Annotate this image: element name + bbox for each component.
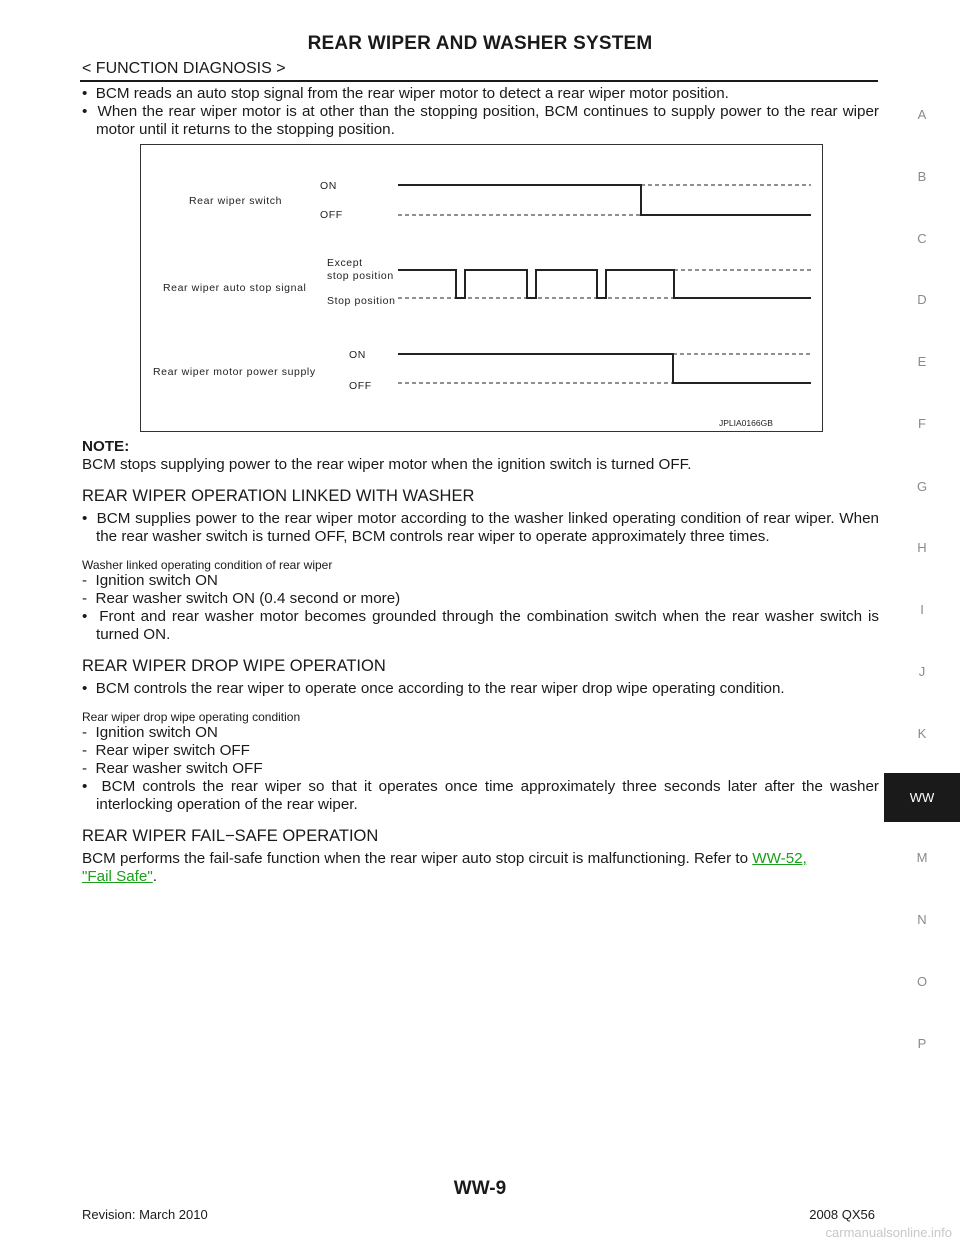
index-active-ww[interactable]: WW [884,773,960,822]
timing-chart-svg [141,145,824,433]
page-number: WW-9 [453,1178,507,1199]
condition-title: Rear wiper drop wipe operating condition [82,710,301,724]
list-item: • BCM controls the rear wiper to operate once according to the rear wiper drop wipe operating condition. [82,680,785,697]
state-stop-position-low-label: Stop position [327,295,396,307]
note-label: NOTE: [82,438,130,455]
index-letter[interactable]: D [917,292,927,307]
index-letter[interactable]: A [917,107,927,122]
index-letter[interactable]: H [917,540,927,555]
watermark: carmanualsonline.info [825,1225,952,1240]
section-heading: REAR WIPER OPERATION LINKED WITH WASHER [82,487,475,505]
intro-bullet: • When the rear wiper motor is at other than the stopping position, BCM continues to supply power to the rear wiper motor until it returns to the stopping position. [82,103,879,138]
state-off-label: OFF [320,209,343,221]
state-except-label: Except [327,257,363,269]
index-letter[interactable]: N [917,912,927,927]
ww-52-link[interactable]: WW-52, [752,850,807,867]
condition-item: - Ignition switch ON [82,724,218,741]
intro-bullet: • BCM reads an auto stop signal from the rear wiper motor to detect a rear wiper motor position. [82,85,729,102]
section-heading: REAR WIPER FAIL−SAFE OPERATION [82,827,379,845]
section-index-sidebar [884,0,960,1242]
list-item: • BCM supplies power to the rear wiper motor according to the washer linked operating condition of rear wiper. When the rear washer switch is turned OFF, BCM controls rear wiper to operate approximately three times. [82,510,879,545]
condition-item: - Rear washer switch OFF [82,760,263,777]
index-letter[interactable]: M [916,850,928,865]
condition-item: - Ignition switch ON [82,572,218,589]
header-rule [80,80,878,82]
state-on-label: ON [320,180,337,192]
failsafe-text: BCM performs the fail-safe function when the rear wiper auto stop circuit is malfunctioning. Refer to WW-52, "Fail Safe". [82,850,807,885]
list-item: • BCM controls the rear wiper so that it operates once time approximately three seconds later after the washer interlocking operation of the rear wiper. [82,778,879,813]
revision-date: Revision: March 2010 [82,1207,208,1222]
vehicle-model: 2008 QX56 [809,1207,875,1222]
figure-code: JPLIA0166GB [719,418,773,428]
section-heading: REAR WIPER DROP WIPE OPERATION [82,657,386,675]
index-letter[interactable]: G [916,479,928,494]
section-breadcrumb: < FUNCTION DIAGNOSIS > [82,60,286,77]
condition-title: Washer linked operating condition of rear wiper [82,558,333,572]
main-content [82,85,879,886]
index-letter[interactable]: I [920,602,924,617]
index-letter[interactable]: K [917,726,927,741]
page-title: REAR WIPER AND WASHER SYSTEM [307,33,653,54]
index-letter[interactable]: O [916,974,928,989]
fail-safe-link[interactable]: "Fail Safe" [82,868,153,885]
index-letter[interactable]: E [917,354,927,369]
index-letter[interactable]: F [918,416,926,431]
condition-item: - Rear wiper switch OFF [82,742,250,759]
state-stop-position-label: stop position [327,270,394,282]
index-letter[interactable]: C [917,231,927,246]
index-letter[interactable]: P [917,1036,927,1051]
row-label-auto-stop-signal: Rear wiper auto stop signal [163,282,307,294]
index-letter[interactable]: J [918,664,926,679]
row-label-motor-power-supply: Rear wiper motor power supply [153,366,316,378]
list-item: • Front and rear washer motor becomes grounded through the combination switch when the rear washer switch is turned ON. [82,608,879,643]
row-label-rear-wiper-switch: Rear wiper switch [189,195,283,207]
state-on-label: ON [349,349,366,361]
note-text: BCM stops supplying power to the rear wiper motor when the ignition switch is turned OFF. [82,456,692,473]
state-off-label: OFF [349,380,372,392]
condition-item: - Rear washer switch ON (0.4 second or more) [82,590,401,607]
timing-chart [140,144,823,432]
index-letter[interactable]: B [917,169,927,184]
